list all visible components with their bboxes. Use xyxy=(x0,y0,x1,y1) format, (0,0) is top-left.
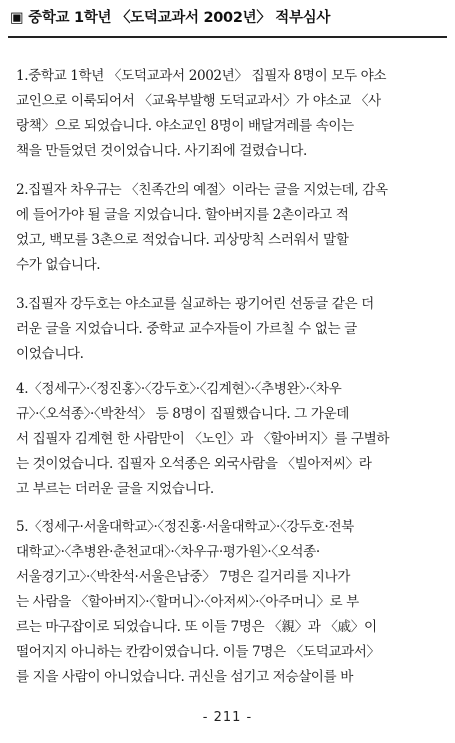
section-5-line: 를 지을 사람이 아니었습니다. 귀신을 섬기고 저승살이를 바 xyxy=(16,669,353,685)
section-1 xyxy=(16,64,443,164)
heading-rule xyxy=(8,36,447,38)
section-3-line: 러운 글을 지었습니다. 중학교 교수자들이 가르칠 수 없는 글 xyxy=(16,321,357,337)
section-5-line: 서울경기고〉·〈박찬석·서울은남중〉 7명은 길거리를 지나가 xyxy=(16,569,350,585)
section-2-line: 에 들어가야 될 글을 지었습니다. 할아버지를 2촌이라고 적 xyxy=(16,207,349,223)
page-number: - 211 - xyxy=(202,710,253,725)
section-2-line: 수가 없습니다. xyxy=(16,257,101,273)
section-3-line: 3.집필자 강두호는 야소교를 실교하는 광기어린 선동글 같은 더 xyxy=(16,296,374,312)
section-5-line: 대학교〉·〈추병완·춘천교대〉·〈차우규·평가원〉·〈오석종· xyxy=(16,544,320,560)
section-4-line: 규〉·〈오석종〉·〈박찬석〉 등 8명이 집필했습니다. 그 가운데 xyxy=(16,406,350,422)
section-2 xyxy=(16,178,443,278)
section-5 xyxy=(16,515,443,690)
section-5-line: 르는 마구잡이로 되었습니다. 또 이들 7명은 〈親〉과 〈戚〉이 xyxy=(16,619,377,635)
section-1-line: 1.중학교 1학년 〈도덕교과서 2002년〉 집필자 8명이 모두 야소 xyxy=(16,68,387,84)
section-1-line: 책을 만들었던 것이었습니다. 사기죄에 걸렸습니다. xyxy=(16,143,307,159)
section-5-line: 는 사람을 〈할아버지〉·〈할머니〉·〈아저씨〉·〈아주머니〉로 부 xyxy=(16,594,359,610)
section-5-line: 5.〈정세구·서울대학교〉·〈정진홍·서울대학교〉·〈강두호·전북 xyxy=(16,519,354,535)
section-1-line: 교인으로 이룩되어서 〈교육부발행 도덕교과서〉가 야소교 〈사 xyxy=(16,93,381,109)
section-2-line: 었고, 백모를 3촌으로 적었습니다. 괴상망칙 스러워서 말할 xyxy=(16,232,349,248)
page-heading: ▣ 중학교 1학년 〈도덕교과서 2002년〉 적부심사 xyxy=(10,10,331,26)
section-4-line: 4.〈정세구〉·〈정진홍〉·〈강두호〉·〈김계현〉·〈추병완〉·〈차우 xyxy=(16,381,342,397)
section-4 xyxy=(16,377,443,502)
section-4-line: 는 것이었습니다. 집필자 오석종은 외국사람을 〈빌아저씨〉라 xyxy=(16,456,372,472)
section-4-line: 고 부르는 더러운 글을 지었습니다. xyxy=(16,481,214,497)
section-1-line: 랑책〉으로 되었습니다. 야소교인 8명이 배달겨레를 속이는 xyxy=(16,118,354,134)
section-3-line: 이었습니다. xyxy=(16,346,84,362)
section-5-line: 떨어지지 아니하는 칸캄이였습니다. 이들 7명은 〈도덕교과서〉 xyxy=(16,644,380,660)
section-4-line: 서 집필자 김계현 한 사람만이 〈노인〉과 〈할아버지〉를 구별하 xyxy=(16,431,390,447)
section-2-line: 2.집필자 차우규는 〈친족간의 예절〉이라는 글을 지었는데, 감옥 xyxy=(16,182,388,198)
section-3 xyxy=(16,292,443,367)
